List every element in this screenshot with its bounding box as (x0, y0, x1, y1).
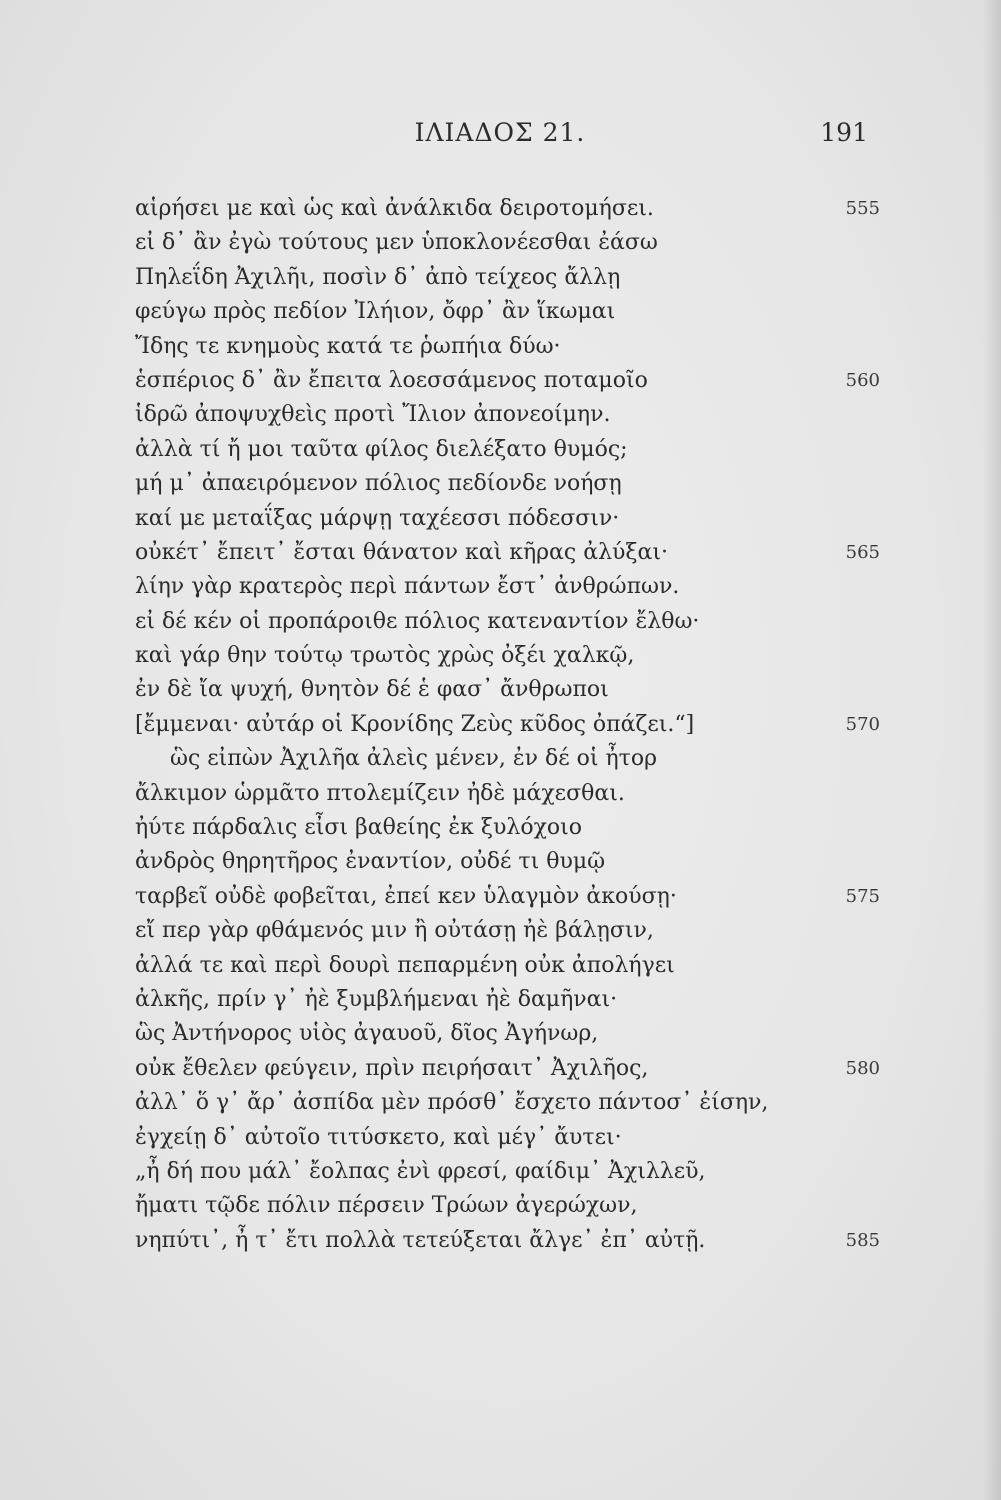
verse-line: Ἴδης τε κνημοὺς κατά τε ῥωπήια δύω· (135, 333, 561, 359)
verse-line: ἤματι τῷδε πόλιν πέρσειν Τρώων ἀγερώχων, (135, 1193, 638, 1219)
page-number: 191 (820, 118, 868, 147)
verse-line: ἀλλά τε καὶ περὶ δουρὶ πεπαρμένη οὐκ ἀπολήγει (135, 952, 675, 978)
verse-line: καί με μεταΐξας μάρψῃ ταχέεσσι πόδεσσιν· (135, 505, 620, 531)
verse-line: „ἦ δή που μάλ᾽ ἔολπας ἐνὶ φρεσί, φαίδιμ᾽ Ἀχιλλεῦ, (135, 1158, 706, 1184)
verse-line: ἀλλὰ τί ἤ μοι ταῦτα φίλος διελέξατο θυμός; (135, 436, 628, 462)
line-number: 565 (845, 542, 880, 563)
verse-line: [ἔμμεναι· αὐτάρ οἱ Κρονίδης Ζεὺς κῦδος ὀπάζει.“] (135, 711, 695, 737)
page-edge-shadow (983, 0, 1001, 1500)
verse-line: ὣς εἰπὼν Ἀχιλῆα ἀλεὶς μένεν, ἐν δέ οἱ ἦτορ (170, 746, 658, 772)
verse-line: ἀλκῆς, πρίν γ᾽ ἠὲ ξυμβλήμεναι ἠὲ δαμῆναι· (135, 986, 618, 1012)
verse-line: λίην γὰρ κρατερὸς περὶ πάντων ἔστ᾽ ἀνθρώπων. (135, 574, 680, 600)
verse-line: ἄλκιμον ὡρμᾶτο πτολεμίζειν ἠδὲ μάχεσθαι. (135, 780, 625, 806)
line-number: 555 (845, 198, 880, 219)
running-head-title: ΙΛΙΑΔΟΣ 21. (414, 118, 586, 147)
verse-line: καὶ γάρ θην τούτῳ τρωτὸς χρὼς ὀξέι χαλκῷ, (135, 643, 635, 669)
verse-line: ἐν δὲ ἴα ψυχή, θνητὸν δέ ἑ φασ᾽ ἄνθρωποι (135, 677, 609, 703)
verse-line: αἱρήσει με καὶ ὡς καὶ ἀνάλκιδα δειροτομήσει. (135, 196, 654, 221)
verse-line: εἰ δ᾽ ἂν ἐγὼ τούτους μεν ὑποκλονέεσθαι ἐάσω (135, 230, 658, 256)
verse-line: ταρβεῖ οὐδὲ φοβεῖται, ἐπεί κεν ὑλαγμὸν ἀκούσῃ· (135, 883, 677, 909)
verse-line: φεύγω πρὸς πεδίον Ἰλήιον, ὄφρ᾽ ἂν ἵκωμαι (135, 299, 616, 325)
verse-line: ἠύτε πάρδαλις εἶσι βαθείης ἐκ ξυλόχοιο (135, 815, 583, 841)
line-number: 560 (845, 370, 880, 391)
verse-line: Πηλεΐδη Ἀχιλῆι, ποσὶν δ᾽ ἀπὸ τείχεος ἄλλῃ (135, 264, 621, 290)
verse-text (135, 192, 815, 1258)
line-number: 570 (845, 714, 880, 735)
line-number: 585 (845, 1230, 880, 1251)
verse-line: οὐκέτ᾽ ἔπειτ᾽ ἔσται θάνατον καὶ κῆρας ἀλύξαι· (135, 539, 668, 565)
verse-line: ἐγχείῃ δ᾽ αὐτοῖο τιτύσκετο, καὶ μέγ᾽ ἄυτει· (135, 1124, 622, 1150)
verse-line: οὐκ ἔθελεν φεύγειν, πρὶν πειρήσαιτ᾽ Ἀχιλῆος, (135, 1055, 649, 1081)
verse-line: ὣς Ἀντήνορος υἱὸς ἀγαυοῦ, δῖος Ἀγήνωρ, (135, 1021, 599, 1047)
line-number: 580 (845, 1058, 880, 1079)
verse-line: ἀνδρὸς θηρητῆρος ἐναντίον, οὐδέ τι θυμῷ (135, 849, 606, 875)
verse-line: ἱδρῶ ἀποψυχθεὶς προτὶ Ἴλιον ἀπονεοίμην. (135, 402, 611, 428)
verse-line: εἴ περ γὰρ φθάμενός μιν ἢ οὐτάσῃ ἠὲ βάλῃσιν, (135, 918, 654, 944)
verse-line: νηπύτι᾽, ἦ τ᾽ ἔτι πολλὰ τετεύξεται ἄλγε᾽ ἐπ᾽ αὐτῇ. (135, 1227, 706, 1253)
verse-line: μή μ᾽ ἀπαειρόμενον πόλιος πεδίονδε νοήσῃ (135, 471, 622, 497)
verse-line: ἀλλ᾽ ὅ γ᾽ ἄρ᾽ ἀσπίδα μὲν πρόσθ᾽ ἔσχετο πάντοσ᾽ ἐίσην, (135, 1090, 769, 1116)
verse-line: εἰ δέ κέν οἱ προπάροιθε πόλιος κατεναντίον ἔλθω· (135, 608, 700, 634)
verse-line: ἑσπέριος δ᾽ ἂν ἔπειτα λοεσσάμενος ποταμοῖο (135, 367, 648, 393)
line-number: 575 (845, 886, 880, 907)
